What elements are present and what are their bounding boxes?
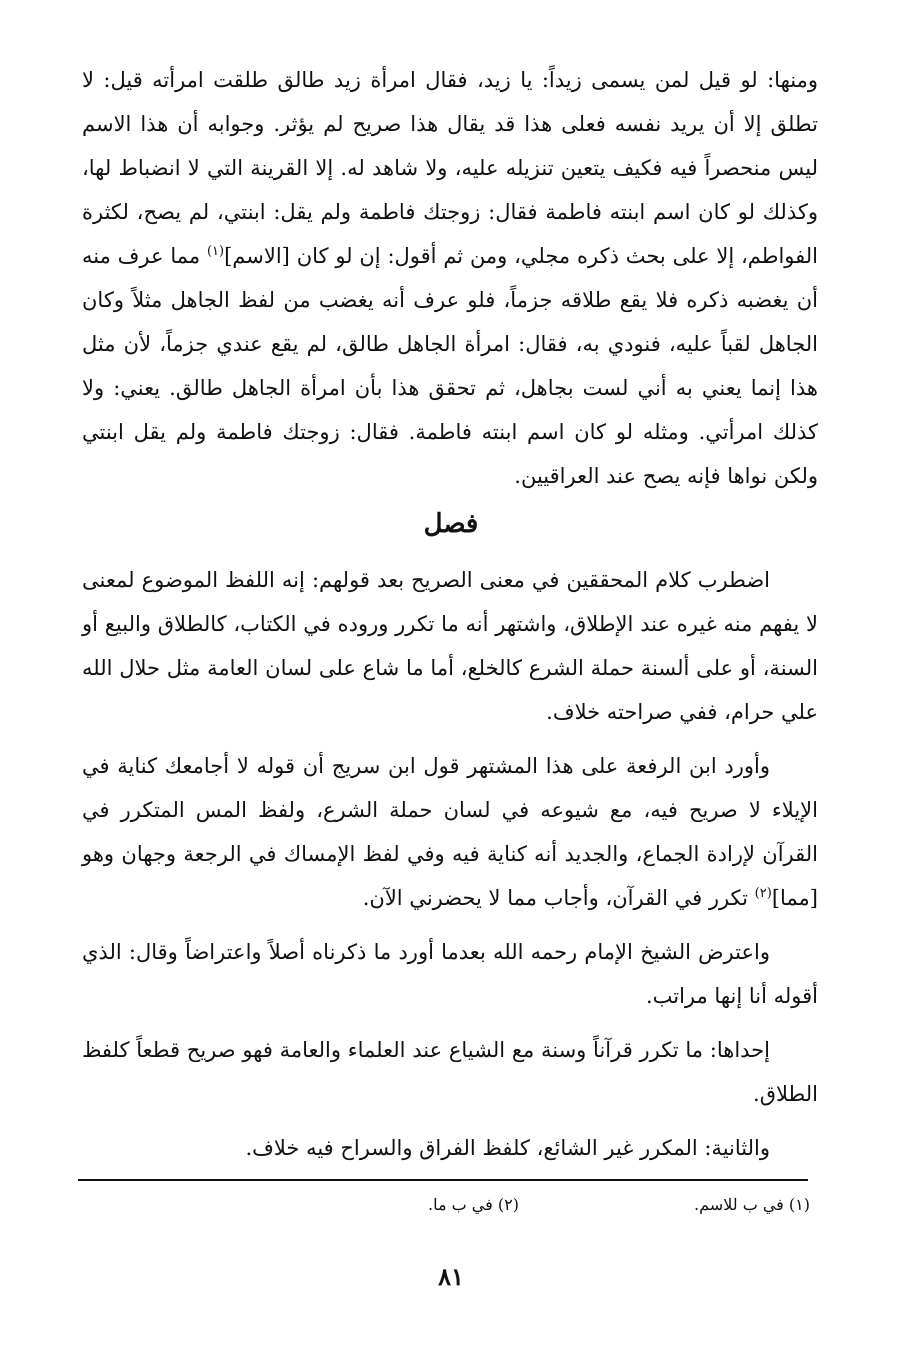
paragraph-text: ومنها: لو قيل لمن يسمى زيداً: يا زيد، فقال امرأة زيد طالق طلقت امرأته قيل: لا تطلق إلا أن يريد نفسه فعلى هذا قد يقال هذا صريح لم يؤثر. وجوابه أن هذا الاسم ليس منحصراً فيه فكيف يتعين تنزيله عليه، ولا شاهد له. إلا القرينة التي لا انضباط لها، وكذلك لو كان اسم ابنته فاطمة فقال: زوجتك فاطمة ولم يقل: ابنتي، لم يصح، لكثرة الفواطم، إلا على بحث ذكره مجلي، ومن ثم أقول: إن لو كان [الاسم] bbox=[82, 68, 819, 268]
paragraph-rank-two: والثانية: المكرر غير الشائع، كلفظ الفراق والسراح فيه خلاف. bbox=[245, 1136, 770, 1160]
paragraph-rank-one: إحداها: ما تكرر قرآناً وسنة مع الشياع عند العلماء والعامة فهو صريح قطعاً كلفظ الطلاق. bbox=[82, 1038, 818, 1106]
footnote-ref-1: (١) bbox=[206, 244, 225, 259]
footnote-2: (٢) في ب ما. bbox=[428, 1195, 519, 1214]
paragraph-ibn-rifaa bbox=[82, 744, 818, 920]
footnote-1: (١) في ب للاسم. bbox=[694, 1195, 810, 1214]
footnotes bbox=[210, 1192, 810, 1218]
paragraph-text: مما عرف منه أن يغضبه ذكره فلا يقع طلاقه جزماً، فلو عرف أنه يغضب من لفظ الجاهل مثلاً وكان الجاهل لقباً عليه، فنودي به، فقال: امرأة الجاهل طالق، لم يقع عندي جزماً، لأن مثل هذا إنما يعني به أني لست بجاهل، ثم تحقق هذا بأن امرأة الجاهل طالق. يعني: ولا كذلك امرأتي. ومثله لو كان اسم ابنته فاطمة. فقال: زوجتك فاطمة ولم يقل ابنتي ولكن نواها فإنه يصح عند العراقيين. bbox=[82, 244, 818, 488]
footnote-divider bbox=[78, 1179, 808, 1181]
paragraph-objection: واعترض الشيخ الإمام رحمه الله بعدما أورد ما ذكرناه أصلاً واعتراضاً وقال: الذي أقوله أنا إنها مراتب. bbox=[82, 940, 818, 1008]
paragraph-text: تكرر في القرآن، وأجاب مما لا يحضرني الآن. bbox=[362, 886, 755, 910]
page-number: ٨١ bbox=[438, 1262, 464, 1291]
paragraph-fatima-example bbox=[82, 58, 818, 498]
footnote-ref-2: (٢) bbox=[754, 886, 772, 901]
section-body bbox=[82, 558, 818, 1170]
paragraph-text: وأورد ابن الرفعة على هذا المشتهر قول ابن سريج أن قوله لا أجامعك كناية في الإيلاء لا صريح فيه، مع شيوعه في لسان حملة الشرع، ولفظ المس المتكرر في القرآن لإرادة الجماع، والجديد أنه كناية فيه وفي لفظ الإمساك في الرجعة وجهان وهو [مما] bbox=[82, 754, 818, 910]
paragraph-definition: اضطرب كلام المحققين في معنى الصريح بعد قولهم: إنه اللفظ الموضوع لمعنى لا يفهم منه غيره عند الإطلاق، واشتهر أنه ما تكرر وروده في الكتاب، كالطلاق والبيع أو السنة، أو على ألسنة حملة الشرع كالخلع، أما ما شاع على لسان العامة مثل حلال الله علي حرام، ففي صراحته خلاف. bbox=[82, 568, 818, 724]
opening-paragraph-block bbox=[82, 58, 818, 498]
section-heading: فصل bbox=[423, 509, 479, 539]
